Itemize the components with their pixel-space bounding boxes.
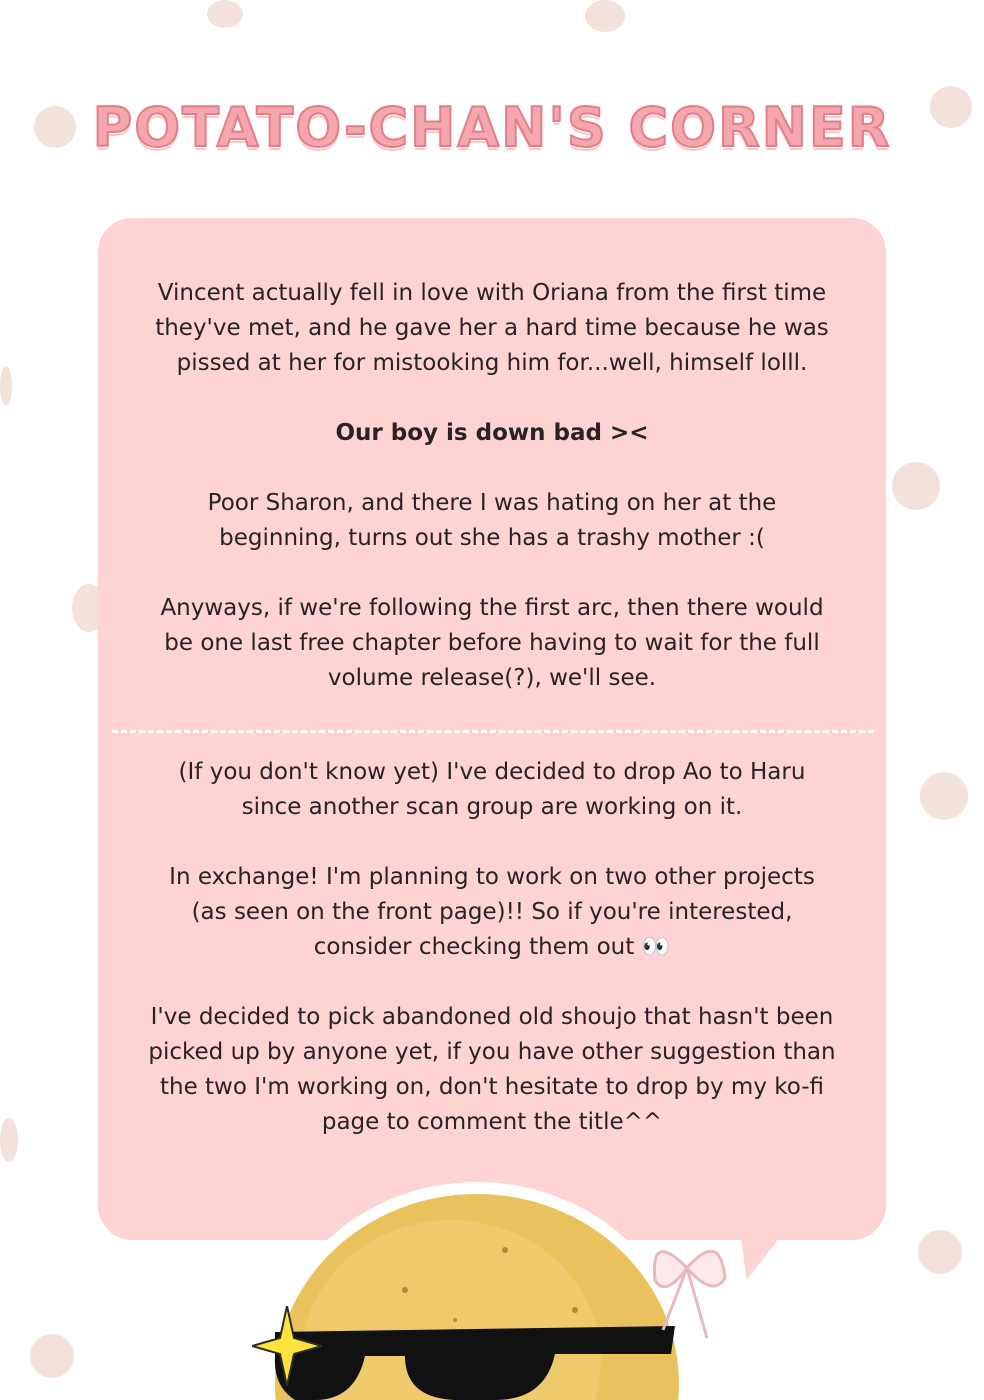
text-line: page to comment the title^^ [321, 1109, 663, 1135]
paragraph-down-bad: Our boy is down bad >< [335, 420, 649, 446]
background-dot [892, 462, 940, 510]
paragraph-first-arc [118, 591, 866, 696]
text-line: picked up by anyone yet, if you have other suggestion than [148, 1039, 836, 1065]
text-line: (as seen on the front page)!! So if you're interested, [191, 899, 793, 925]
background-dot [207, 0, 243, 28]
paragraph-shoujo [118, 1000, 866, 1140]
text-line: Vincent actually fell in love with Oriana from the first time [157, 280, 827, 306]
dashed-divider [112, 730, 874, 733]
text-line: Poor Sharon, and there I was hating on her at the [207, 490, 777, 516]
text-line: pissed at her for mistooking him for...well, himself lolll. [176, 350, 808, 376]
background-dot [0, 1118, 18, 1162]
text-line: consider checking them out 👀 [313, 934, 671, 960]
text-line: Anyways, if we're following the first arc, then there would [160, 595, 824, 621]
text-line: the two I'm working on, don't hesitate to drop by my ko-fi [159, 1074, 825, 1100]
text-line: they've met, and he gave her a hard time because he was [155, 315, 829, 341]
paragraph-new-projects [118, 860, 866, 965]
background-dot [918, 1230, 962, 1274]
background-dot [0, 366, 12, 406]
text-line: beginning, turns out she has a trashy mother :( [219, 525, 765, 551]
page-title: POTATO-CHAN'S CORNER [92, 96, 892, 159]
text-line: be one last free chapter before having to wait for the full [164, 630, 820, 656]
text-line: (If you don't know yet) I've decided to drop Ao to Haru [178, 759, 806, 785]
paragraph-vincent [118, 276, 866, 381]
background-dot [30, 1334, 74, 1378]
sparkle-icon [252, 1306, 322, 1386]
text-line: In exchange! I'm planning to work on two other projects [169, 864, 815, 890]
text-line: I've decided to pick abandoned old shoujo that hasn't been [150, 1004, 834, 1030]
background-dot [585, 0, 625, 32]
text-line: volume release(?), we'll see. [327, 665, 657, 691]
potato-with-sunglasses-icon [255, 1170, 775, 1400]
text-line: since another scan group are working on it. [241, 794, 743, 820]
background-dot [920, 772, 968, 820]
paragraph-ao-to-haru [118, 755, 866, 825]
paragraph-sharon [118, 486, 866, 556]
